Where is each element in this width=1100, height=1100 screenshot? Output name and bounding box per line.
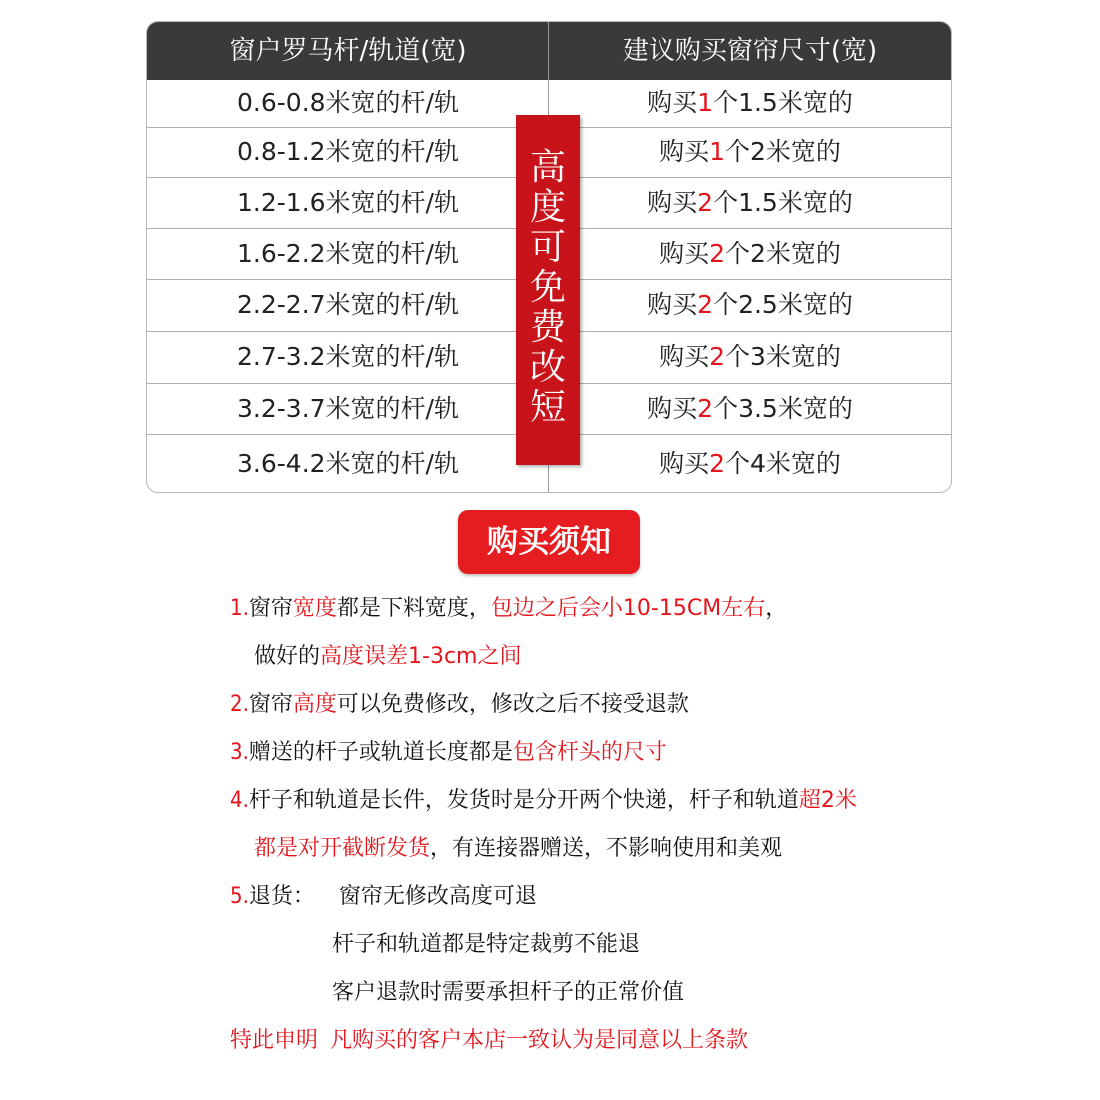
note-4-line-2: 都是对开截断发货，有连接器赠送，不影响使用和美观 [254,836,783,861]
banner-char: 改 [529,347,566,388]
note-2: 2.窗帘高度可以免费修改，修改之后不接受退款 [230,692,689,717]
note-5-line-2: 杆子和轨道都是特定裁剪不能退 [332,932,641,957]
note-3: 3.赠送的杆子或轨道长度都是包含杆头的尺寸 [230,740,667,765]
curtain-size-cell: 购买2个1.5米宽的 [647,188,853,217]
quantity: 2 [709,449,725,478]
table-header [147,22,951,80]
rod-width-cell: 1.2-1.6米宽的杆/轨 [237,188,459,217]
rod-width-cell: 0.8-1.2米宽的杆/轨 [237,137,459,166]
curtain-size-cell: 购买1个2米宽的 [659,137,841,166]
header-rod-width: 窗户罗马杆/轨道(宽) [229,36,467,66]
quantity: 2 [709,239,725,268]
banner-char: 度 [529,187,566,228]
note-1-line-2: 做好的高度误差1-3cm之间 [254,644,522,669]
curtain-size-cell: 购买2个2.5米宽的 [647,290,853,319]
rod-width-cell: 3.2-3.7米宽的杆/轨 [237,394,459,423]
quantity: 2 [697,394,714,423]
rod-width-cell: 2.7-3.2米宽的杆/轨 [237,342,459,371]
header-curtain-size: 建议购买窗帘尺寸(宽) [622,36,878,66]
curtain-size-cell: 购买2个2米宽的 [659,239,841,268]
quantity: 1 [697,88,714,117]
banner-char: 费 [529,307,566,348]
curtain-size-cell: 购买2个3.5米宽的 [647,394,853,423]
notice-title: 购买须知 [458,510,640,574]
note-4-line-1: 4.杆子和轨道是长件，发货时是分开两个快递，杆子和轨道超2米 [230,788,857,813]
banner-char: 高 [529,147,566,188]
declaration: 特此申明 凡购买的客户本店一致认为是同意以上条款 [230,1028,749,1053]
quantity: 2 [697,290,714,319]
note-5-line-3: 客户退款时需要承担杆子的正常价值 [332,980,685,1005]
note-1-line-1: 1.窗帘宽度都是下料宽度，包边之后会小10-15CM左右， [230,596,788,621]
quantity: 2 [697,188,714,217]
curtain-size-cell: 购买2个4米宽的 [659,449,841,478]
quantity: 2 [709,342,725,371]
curtain-size-cell: 购买2个3米宽的 [659,342,841,371]
banner-char: 可 [529,227,566,268]
curtain-size-cell: 购买1个1.5米宽的 [647,88,853,117]
quantity: 1 [709,137,725,166]
rod-width-cell: 3.6-4.2米宽的杆/轨 [237,449,459,478]
rod-width-cell: 2.2-2.7米宽的杆/轨 [237,290,459,319]
height-shortening-banner [516,115,580,465]
rod-width-cell: 1.6-2.2米宽的杆/轨 [237,239,459,268]
banner-char: 免 [529,267,566,308]
rod-width-cell: 0.6-0.8米宽的杆/轨 [237,88,459,117]
banner-char: 短 [529,387,566,428]
note-5-line-1: 5.退货： 窗帘无修改高度可退 [230,884,537,909]
